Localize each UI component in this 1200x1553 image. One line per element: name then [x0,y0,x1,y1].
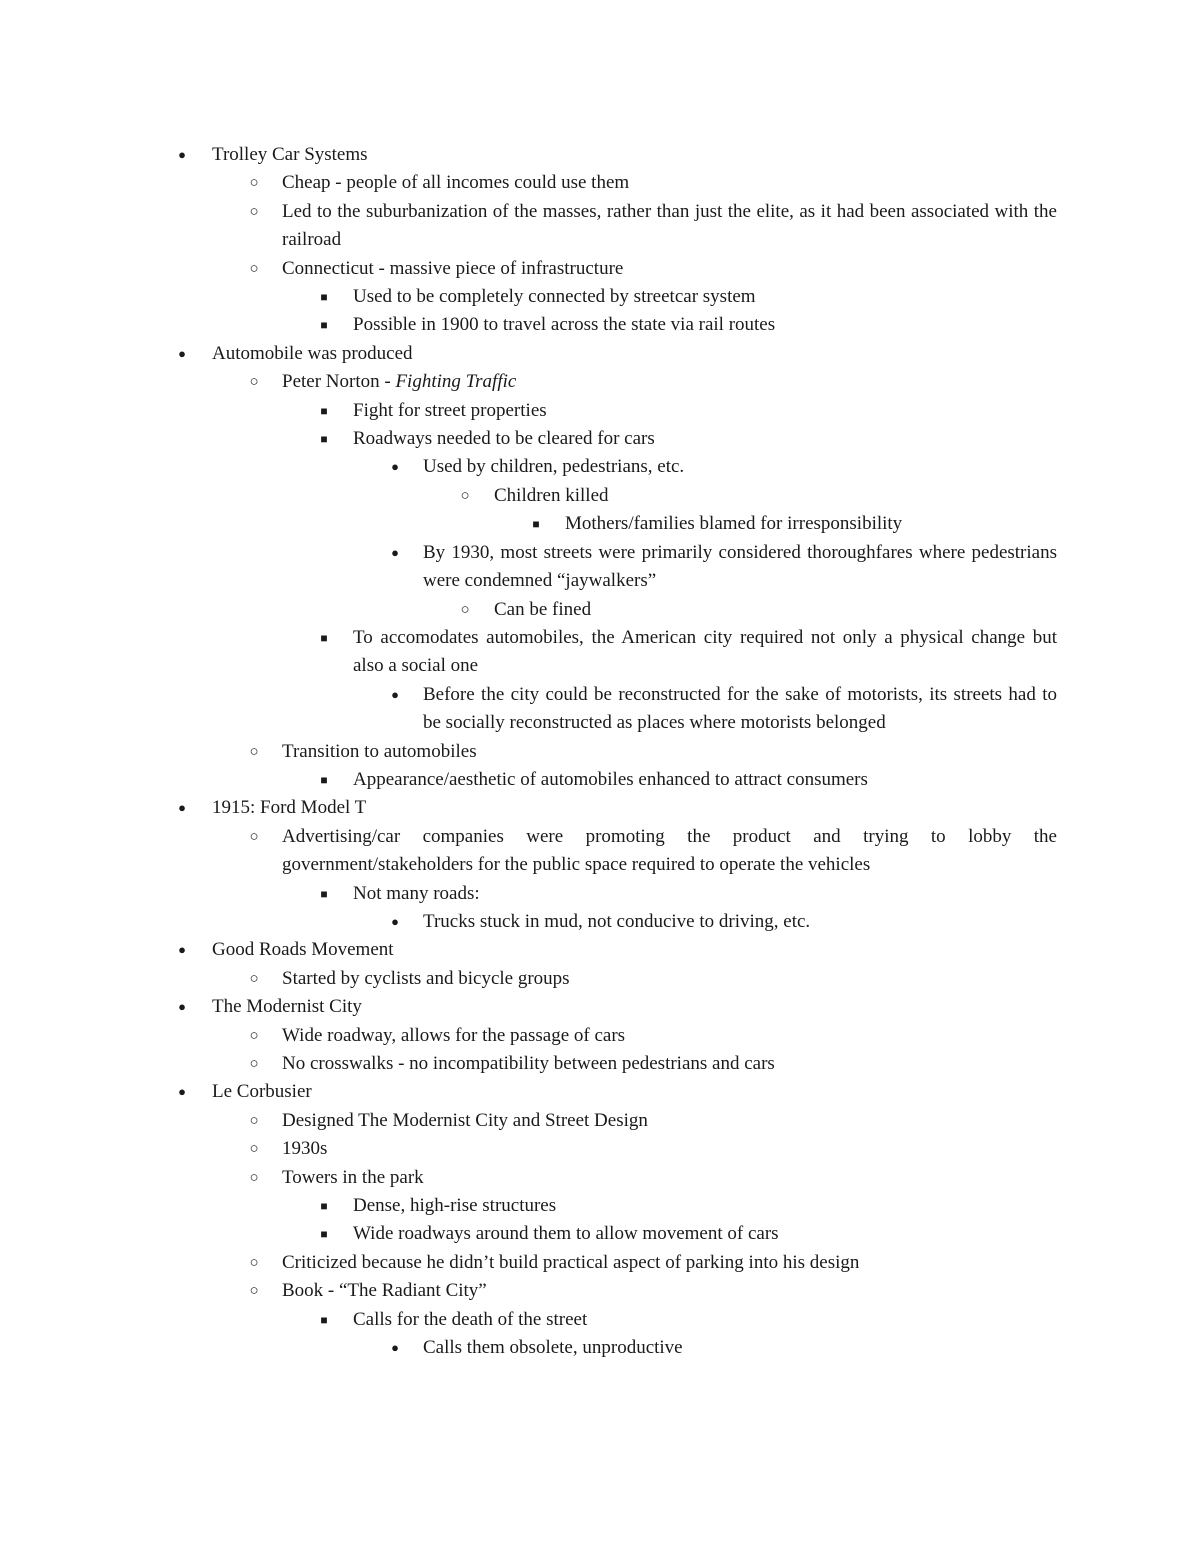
outline-item-label: Calls them obsolete, unproductive [423,1337,683,1359]
bullet-icon: ○ [249,1169,259,1186]
outline-item [0,1135,1200,1163]
outline-item [0,1022,1200,1050]
outline-item [0,1249,1200,1277]
outline-item-label: Led to the suburbanization of the masses, rather than just the elite, as it had been associated with the railroad [282,200,1057,251]
book-title: Fighting Traffic [395,371,517,393]
bullet-icon: ● [178,942,186,958]
outline-item [0,1078,1200,1106]
outline-item [0,198,1200,255]
outline-item-text [282,1022,1057,1050]
bullet-icon: ● [391,686,399,702]
outline-item-label: Designed The Modernist City and Street Design [282,1109,648,1131]
bullet-icon: ● [178,345,186,361]
outline-item-text [353,397,1057,425]
outline-item-label: Trucks stuck in mud, not conducive to driving, etc. [423,910,811,932]
bullet-icon: ○ [249,203,259,220]
bullet-icon: ○ [249,970,259,987]
bullet-icon: ■ [320,1199,328,1214]
outline-item-text [282,1107,1057,1135]
outline-item-text [353,1306,1057,1334]
outline-item-text [353,766,1057,794]
outline-item-text [282,169,1057,197]
outline-item-text [282,255,1057,283]
outline-item-label: No crosswalks - no incompatibility between pedestrians and cars [282,1053,775,1074]
outline-item-text [282,823,1057,880]
outline-item-label: Le Corbusier [212,1081,312,1103]
bullet-icon: ○ [249,1141,259,1158]
bullet-icon: ○ [460,601,470,618]
outline-item-label: Not many roads: [353,882,480,904]
outline-item-label: Automobile was produced [212,342,413,364]
outline-item-label: Roadways needed to be cleared for cars [353,428,655,450]
outline-item-text [353,311,1057,339]
outline-item-text [212,1078,1057,1106]
outline-item [0,823,1200,880]
outline-item [0,965,1200,993]
outline-item [0,766,1200,794]
outline-item [0,283,1200,311]
outline-item-label: The Modernist City [212,996,362,1018]
outline-item-text [282,368,1057,396]
outline-item [0,482,1200,510]
outline-item-text [353,1192,1057,1220]
outline-item [0,1334,1200,1362]
outline-item [0,596,1200,624]
outline-item-label: Transition to automobiles [282,740,477,762]
outline-item [0,1050,1200,1078]
bullet-icon: ■ [320,403,328,418]
bullet-icon: ● [391,913,399,929]
outline-item [0,993,1200,1021]
outline-item-text [353,624,1057,681]
outline-item-text [282,1135,1057,1163]
bullet-icon: ■ [320,630,328,645]
bullet-icon: ● [178,999,186,1015]
outline-item [0,624,1200,681]
outline-item [0,255,1200,283]
outline-item-label: Wide roadways around them to allow movement of cars [353,1223,779,1245]
outline-item-text [423,681,1057,738]
outline-item [0,681,1200,738]
bullet-icon: ■ [532,517,540,532]
bullet-icon: ■ [320,1312,328,1327]
outline-item-text [565,510,1057,538]
bullet-icon: ● [178,147,186,162]
outline-item-text [212,794,1057,822]
outline-item [0,880,1200,908]
outline-item-text [212,141,1057,169]
outline-item-label: Started by cyclists and bicycle groups [282,967,570,989]
outline-item-label: Good Roads Movement [212,939,394,961]
outline-item [0,368,1200,396]
outline-item-label: Used by children, pedestrians, etc. [423,456,685,478]
outline-item-text [494,482,1057,510]
bullet-icon: ● [178,1084,186,1100]
outline-item-label: To accomodates automobiles, the American city required not only a physical change but also a social one [353,626,1057,677]
outline-item-text [282,1249,1057,1277]
outline-item-label: Used to be completely connected by streetcar system [353,286,756,308]
outline-item-label: By 1930, most streets were primarily considered thoroughfares where pedestrians were condemned “jaywalkers” [423,541,1057,592]
outline-item-text [353,425,1057,453]
outline-item-text [212,936,1057,964]
outline-item-text [423,539,1057,596]
outline-item [0,936,1200,964]
outline-item [0,1107,1200,1135]
outline-item [0,425,1200,453]
outline-item-label: Cheap - people of all incomes could use them [282,172,630,194]
outline-item-label: Advertising/car companies were promoting the product and trying to lobby the government/stakeholders for the public space required to operate the vehicles [282,825,1057,876]
outline-item-text [423,908,1057,936]
bullet-icon: ○ [249,374,259,391]
bullet-icon: ○ [249,175,259,192]
outline-item-label: Connecticut - massive piece of infrastructure [282,257,624,279]
outline-item-label: Dense, high-rise structures [353,1195,557,1217]
outline-item-text [282,965,1057,993]
bullet-icon: ● [391,459,399,475]
outline-item-text [282,1050,1057,1078]
bullet-icon: ○ [249,1056,259,1072]
outline-item-text [353,880,1057,908]
outline-item [0,1192,1200,1220]
bullet-icon: ■ [320,886,328,901]
outline-item [0,1277,1200,1305]
outline-item-text [423,453,1057,481]
outline-item-text [282,1164,1057,1192]
outline-item [0,340,1200,368]
outline-item-text [282,1277,1057,1305]
outline-item-label: Peter Norton - [282,371,396,393]
bullet-icon: ■ [320,772,328,787]
bullet-icon: ● [391,544,399,560]
outline-item [0,397,1200,425]
bullet-icon: ○ [249,1283,259,1300]
outline-item [0,311,1200,339]
outline-item [0,539,1200,596]
bullet-icon: ○ [249,1112,259,1129]
outline-item-text [282,198,1057,255]
outline-item [0,1306,1200,1334]
outline-item-label: 1930s [282,1138,328,1160]
outline-item-label: Possible in 1900 to travel across the state via rail routes [353,314,776,336]
outline-item-label: Book - “The Radiant City” [282,1280,487,1302]
outline-item-text [282,738,1057,766]
bullet-icon: ■ [320,432,328,447]
outline-item-text [494,596,1057,624]
outline-item-text [353,283,1057,311]
bullet-icon: ■ [320,318,328,333]
outline-item-text [423,1334,1057,1362]
bullet-icon: ○ [249,743,259,760]
outline-item-text [212,340,1057,368]
bullet-icon: ○ [460,487,470,504]
bullet-icon: ● [391,1340,399,1356]
outline-item [0,141,1200,169]
outline-item [0,510,1200,538]
outline-item-label: Fight for street properties [353,399,547,421]
outline-item-label: Can be fined [494,598,592,620]
outline-item-label: Mothers/families blamed for irresponsibility [565,513,903,535]
outline-item-label: Appearance/aesthetic of automobiles enhanced to attract consumers [353,768,868,790]
outline-item-text [353,1220,1057,1248]
outline-item [0,1164,1200,1192]
bullet-icon: ■ [320,290,328,305]
outline-item-label: Wide roadway, allows for the passage of cars [282,1024,626,1046]
outline-item [0,169,1200,197]
bullet-icon: ○ [249,260,259,277]
outline-item [0,738,1200,766]
outline-item-label: Criticized because he didn’t build practical aspect of parking into his design [282,1251,860,1273]
outline-item-label: Towers in the park [282,1166,424,1188]
bullet-icon: ○ [249,828,259,845]
bullet-icon: ■ [320,1227,328,1242]
outline-item-label: Trolley Car Systems [212,144,368,165]
outline-item [0,453,1200,481]
outline-item-label: Calls for the death of the street [353,1308,588,1330]
outline-item-label: 1915: Ford Model T [212,797,367,819]
outline-item [0,794,1200,822]
outline-item-label: Children killed [494,484,609,506]
outline-item [0,908,1200,936]
bullet-icon: ● [178,800,186,816]
outline-item-text [212,993,1057,1021]
bullet-icon: ○ [249,1254,259,1271]
outline-item-label: Before the city could be reconstructed for the sake of motorists, its streets had to be socially reconstructed as places where motorists belonged [423,683,1057,734]
outline-item [0,1220,1200,1248]
bullet-icon: ○ [249,1027,259,1044]
document-page [0,141,1200,1362]
